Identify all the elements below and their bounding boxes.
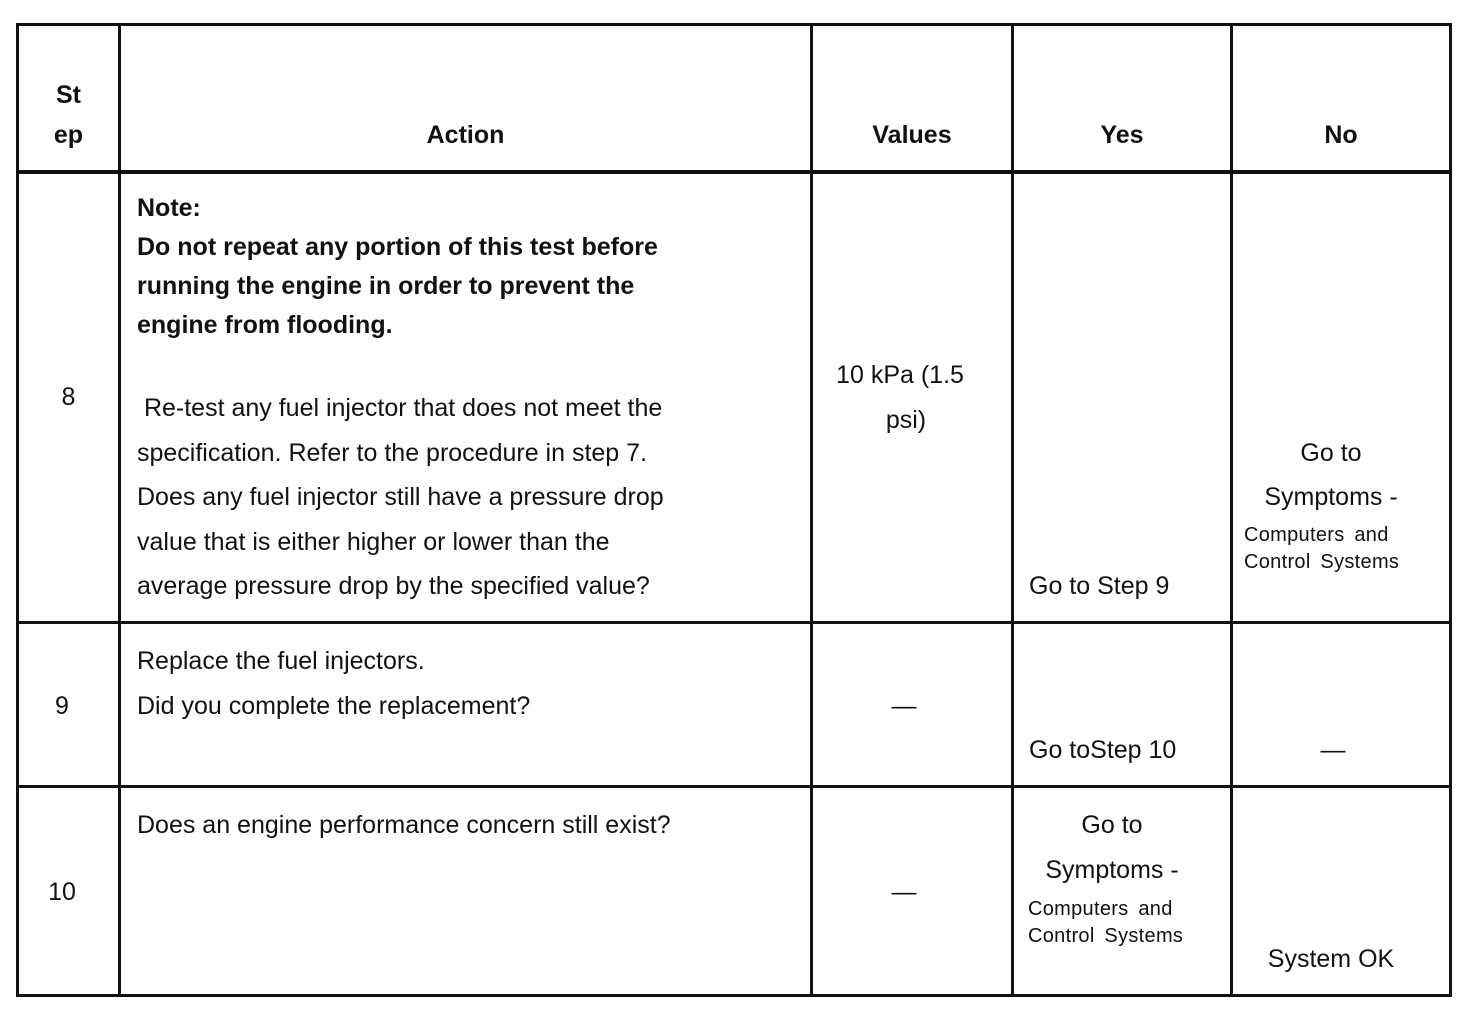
no-line: Symptoms -: [1264, 483, 1398, 511]
header-step-line2: ep: [53, 121, 84, 149]
step-number: 9: [55, 692, 69, 720]
step-number: 8: [61, 383, 76, 411]
action-line: specification. Refer to the procedure in step 7.: [137, 439, 648, 467]
action-line: Does any fuel injector still have a pressure drop: [137, 483, 664, 511]
diagnostic-table: [16, 23, 1452, 997]
yes-line: Go to: [1081, 811, 1143, 839]
values-line: 10 kPa (1.5: [836, 361, 964, 389]
table-bottom-border: [16, 994, 1452, 997]
no-line: Go to: [1300, 439, 1362, 467]
step-number: 10: [48, 878, 76, 906]
header-no: No: [1324, 121, 1358, 149]
action-line: Re-test any fuel injector that does not meet the: [137, 394, 663, 422]
column-divider: [118, 23, 121, 997]
values-line: psi): [885, 406, 927, 434]
column-divider: [810, 23, 813, 997]
note-label: Note:: [137, 194, 201, 222]
no-small-line: Computers and: [1244, 524, 1389, 546]
header-yes: Yes: [1100, 121, 1144, 149]
yes-line: Symptoms -: [1045, 856, 1179, 884]
action-line: Replace the fuel injectors.: [137, 647, 425, 675]
yes-small-line: Control Systems: [1028, 925, 1184, 947]
note-line: engine from flooding.: [137, 311, 393, 339]
values-dash: —: [891, 878, 917, 906]
no-dash: —: [1320, 736, 1346, 764]
yes-small-line: Computers and: [1028, 898, 1173, 920]
table-right-border: [1449, 23, 1452, 997]
header-action: Action: [426, 121, 505, 149]
values-dash: —: [891, 692, 917, 720]
row-divider: [16, 785, 1452, 788]
no-system-ok: System OK: [1267, 945, 1395, 973]
action-line: average pressure drop by the specified value?: [137, 572, 650, 600]
no-small-line: Control Systems: [1244, 551, 1400, 573]
row-divider: [16, 621, 1452, 624]
header-bottom-border: [16, 170, 1452, 174]
yes-go-to-step-9: Go to Step 9: [1029, 572, 1170, 600]
action-line: Does an engine performance concern still exist?: [137, 811, 671, 839]
note-line: running the engine in order to prevent the: [137, 272, 635, 300]
yes-go-to-step-10: Go toStep 10: [1029, 736, 1177, 764]
note-line: Do not repeat any portion of this test before: [137, 233, 658, 261]
table-top-border: [16, 23, 1452, 26]
action-line: Did you complete the replacement?: [137, 692, 531, 720]
table-left-border: [16, 23, 19, 997]
header-values: Values: [872, 121, 952, 149]
header-step-line1: St: [56, 81, 81, 109]
action-line: value that is either higher or lower than the: [137, 528, 610, 556]
